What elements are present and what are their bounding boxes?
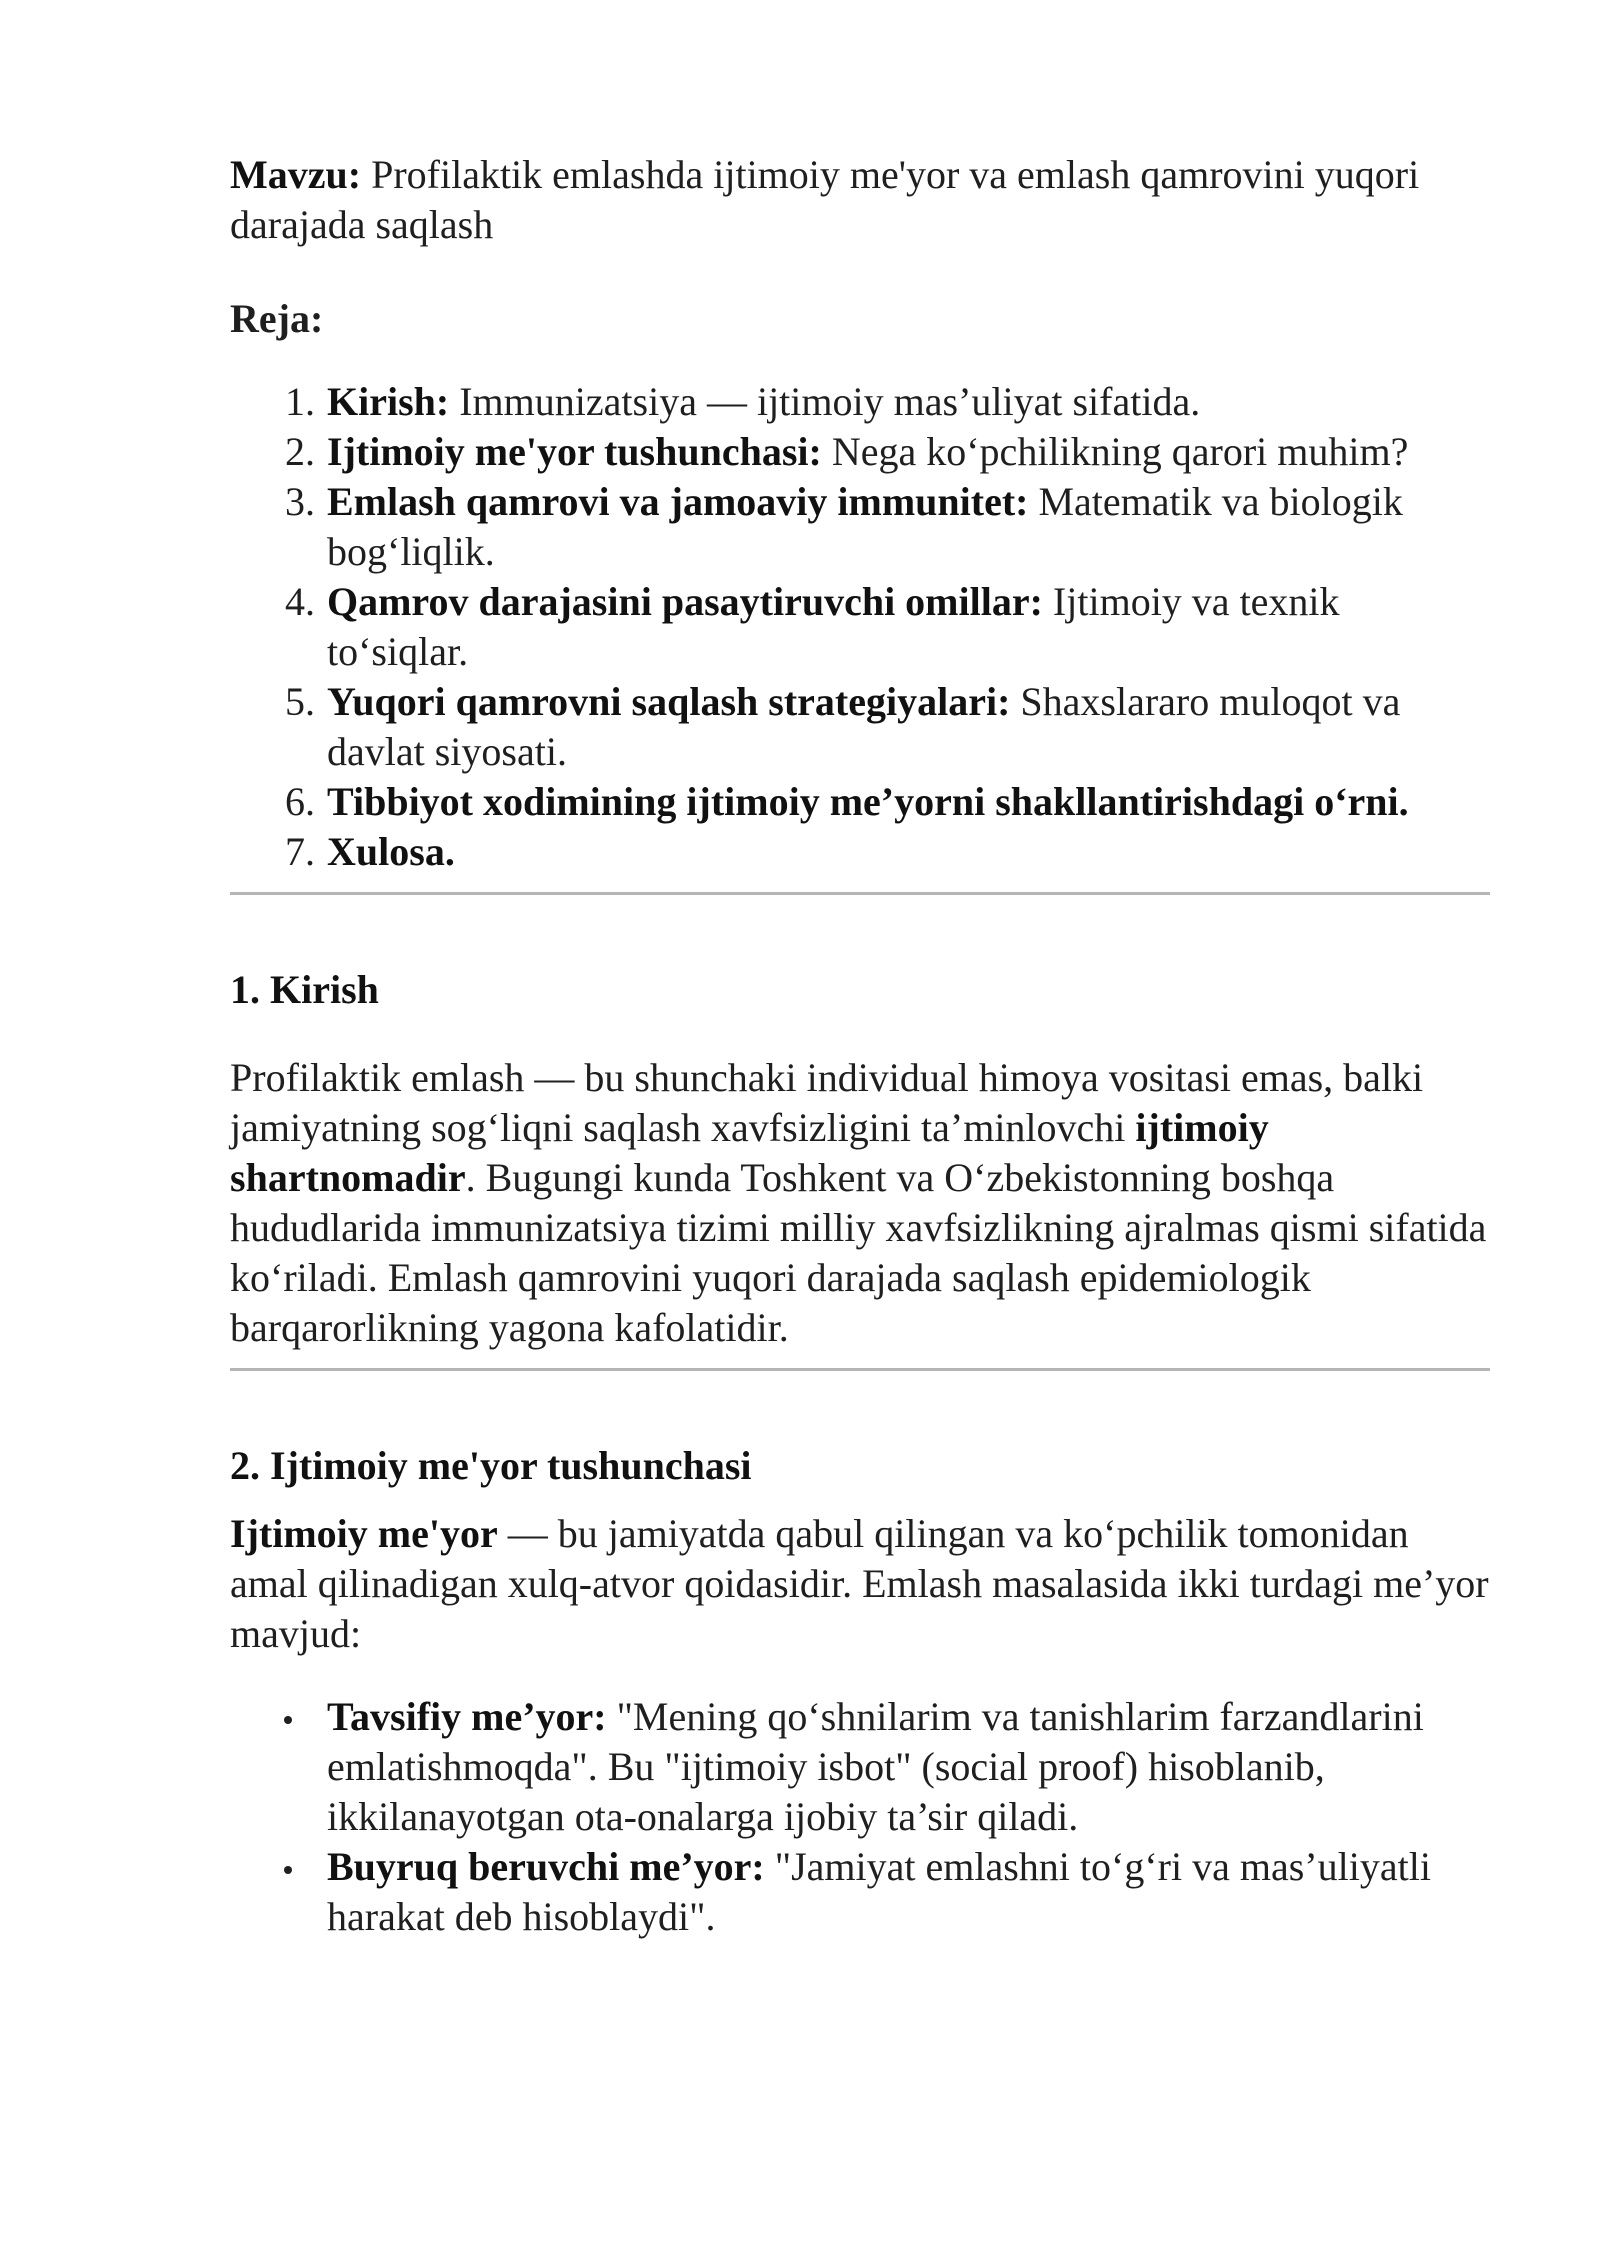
plan-item — [327, 477, 1490, 577]
norm-types-list — [230, 1692, 1490, 1942]
paragraph-text: . Bugungi kunda Toshkent va O‘zbekistonning boshqa hududlarida immunizatsiya tizimi milliy xavfsizlikning ajralmas qismi sifatida ko‘riladi. Emlash qamrovini yuqori darajada saqlash epidemiologik barqarorlikning yagona kafolatidir. — [230, 1155, 1487, 1350]
plan-item — [327, 777, 1490, 827]
topic-text: Profilaktik emlashda ijtimoiy me'yor va emlash qamrovini yuqori darajada saqlash — [230, 152, 1420, 247]
list-item-text: "Mening qo‘shnilarim va tanishlarim farzandlarini emlatishmoqda". Bu "ijtimoiy isbot" (social proof) hisoblanib, ikkilanayotgan ota-onalarga ijobiy ta’sir qiladi. — [327, 1694, 1424, 1839]
topic-label: Mavzu: — [230, 152, 362, 197]
plan-item-title: Kirish: — [327, 379, 450, 424]
document-page — [230, 150, 1490, 1942]
plan-item-text: Ijtimoiy va texnik to‘siqlar. — [327, 579, 1340, 674]
list-item — [327, 1692, 1490, 1842]
plan-item-title: Qamrov darajasini pasaytiruvchi omillar: — [327, 579, 1043, 624]
plan-item-text: Matematik va biologik bog‘liqlik. — [327, 479, 1403, 574]
plan-item-text: Nega ko‘pchilikning qarori muhim? — [821, 429, 1409, 474]
plan-item — [327, 827, 1490, 877]
plan-item-title: Yuqori qamrovni saqlash strategiyalari: — [327, 679, 1011, 724]
section-heading-ijtimoiy-meyor: 2. Ijtimoiy me'yor tushunchasi — [230, 1443, 752, 1488]
paragraph-text: Profilaktik emlash — bu shunchaki individual himoya vositasi emas, balki jamiyatning sog‘liqni saqlash xavfsizligini ta’minlovchi — [230, 1055, 1424, 1150]
topic-line — [230, 150, 1490, 250]
section-divider — [230, 1368, 1490, 1371]
plan-list — [230, 377, 1490, 877]
list-item — [327, 1842, 1490, 1942]
section-divider — [230, 892, 1490, 895]
paragraph-emphasis: ijtimoiy shartnomadir — [230, 1105, 1269, 1200]
plan-heading: Reja: — [230, 296, 324, 341]
section-heading-kirish: 1. Kirish — [230, 967, 379, 1012]
plan-item-title: Emlash qamrovi va jamoaviy immunitet: — [327, 479, 1029, 524]
plan-item — [327, 577, 1490, 677]
list-item-title: Tavsifiy me’yor: — [327, 1694, 607, 1739]
section-paragraph-ijtimoiy-meyor — [230, 1509, 1490, 1659]
plan-item-title: Xulosa. — [327, 829, 455, 874]
plan-item-text: Immunizatsiya — ijtimoiy mas’uliyat sifatida. — [449, 379, 1201, 424]
plan-item-text: Shaxslararo muloqot va davlat siyosati. — [327, 679, 1401, 774]
plan-item — [327, 427, 1490, 477]
plan-item-title: Tibbiyot xodimining ijtimoiy me’yorni shakllantirishdagi o‘rni. — [327, 779, 1409, 824]
plan-item — [327, 377, 1490, 427]
list-item-title: Buyruq beruvchi me’yor: — [327, 1844, 765, 1889]
plan-item — [327, 677, 1490, 777]
plan-item-title: Ijtimoiy me'yor tushunchasi: — [327, 429, 822, 474]
paragraph-emphasis: Ijtimoiy me'yor — [230, 1511, 498, 1556]
paragraph-text: — bu jamiyatda qabul qilingan va ko‘pchilik tomonidan amal qilinadigan xulq-atvor qoidasidir. Emlash masalasida ikki turdagi me’yor mavjud: — [230, 1511, 1489, 1656]
list-item-text: "Jamiyat emlashni to‘g‘ri va mas’uliyatli harakat deb hisoblaydi". — [327, 1844, 1431, 1939]
section-paragraph-kirish — [230, 1053, 1490, 1353]
